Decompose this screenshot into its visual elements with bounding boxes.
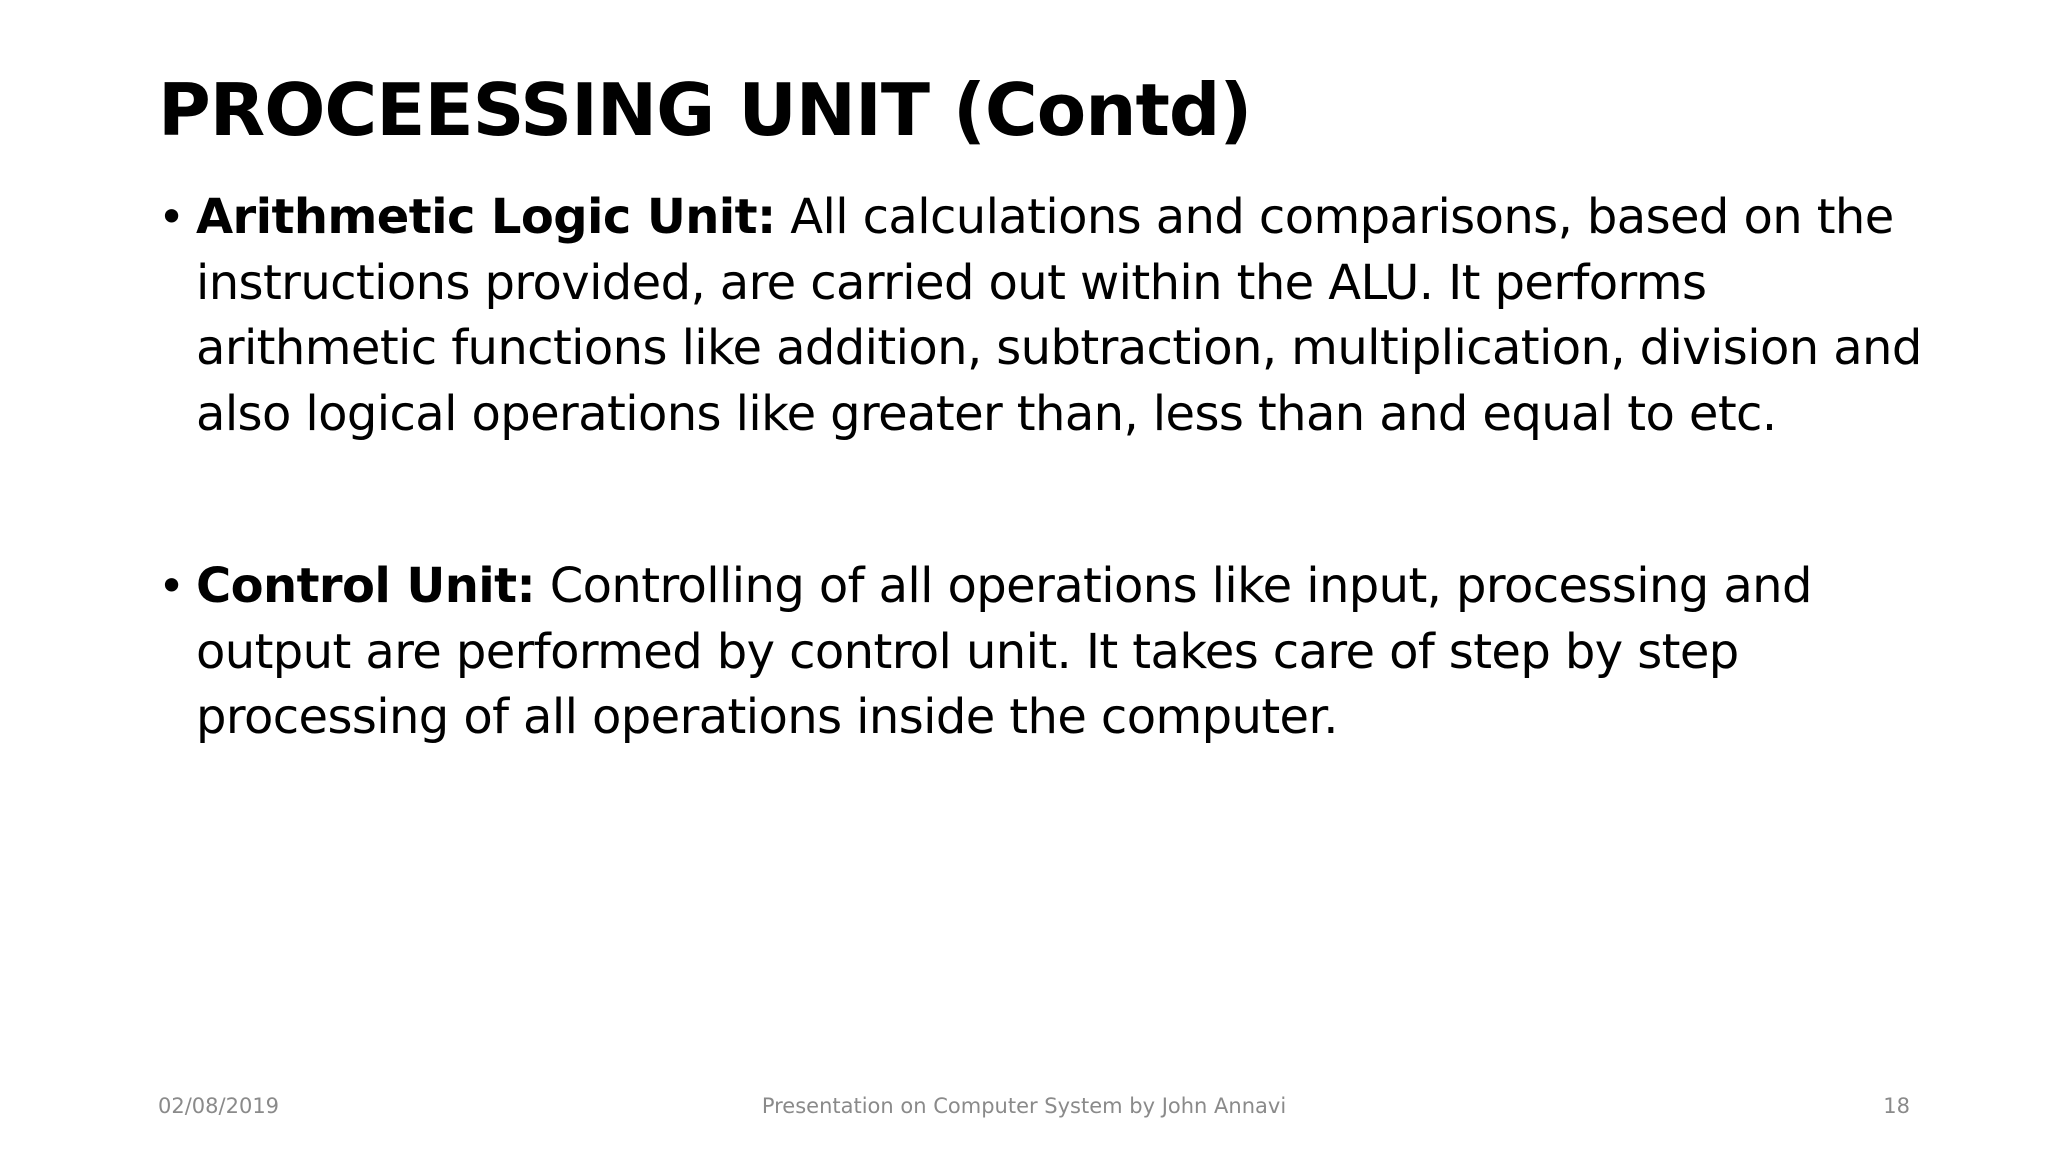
bullet-text: Controlling of all operations like input, processing and output are performed by control unit. It takes care of step by step processing of all operations inside the computer. <box>196 558 1812 745</box>
bullet-term: Arithmetic Logic Unit: <box>196 189 776 245</box>
footer-center-text: Presentation on Computer System by John Annavi <box>761 1094 1287 1118</box>
bullet-alu <box>158 185 1938 447</box>
slide-title: PROCEESSING UNIT (Contd) <box>158 68 1252 152</box>
bullet-dot-icon: • <box>158 190 185 244</box>
bullet-dot-icon: • <box>158 559 185 613</box>
footer-date: 02/08/2019 <box>158 1094 280 1118</box>
bullet-term: Control Unit: <box>196 558 536 614</box>
footer-page-number: 18 <box>1883 1094 1910 1118</box>
bullet-text: All calculations and comparisons, based on the instructions provided, are carried out within the ALU. It performs arithmetic functions like addition, subtraction, multiplication, division and also logical operations like greater than, less than and equal to etc. <box>196 189 1922 442</box>
bullet-list <box>158 185 1938 751</box>
bullet-control-unit <box>158 554 1938 751</box>
